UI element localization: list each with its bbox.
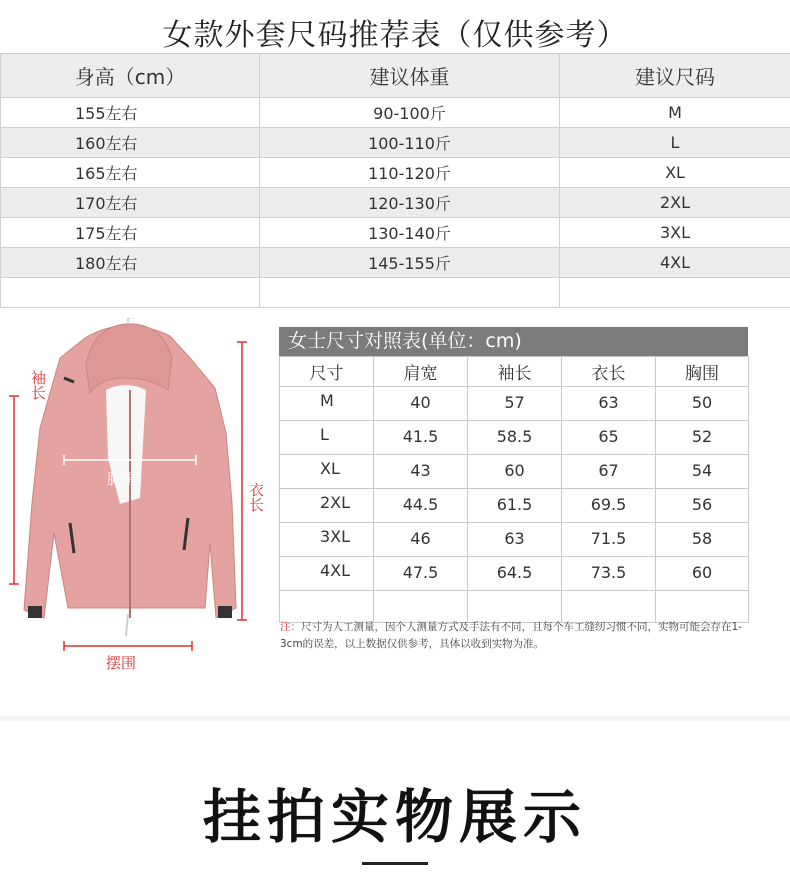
height-cell: 175左右: [1, 218, 260, 248]
body-length-label: 衣长: [247, 482, 265, 512]
size-cell: 2XL: [560, 188, 790, 218]
header-weight: 建议体重: [260, 54, 560, 98]
size-cell: L: [280, 421, 374, 455]
shoulder-cell: 40: [374, 387, 468, 421]
sleeve-length-label: 袖长: [29, 370, 47, 400]
height-cell: 180左右: [1, 248, 260, 278]
weight-cell: 130-140斤: [260, 218, 560, 248]
weight-cell: 100-110斤: [260, 128, 560, 158]
hem-label: 摆围: [106, 654, 137, 672]
shoulder-cell: 47.5: [374, 557, 468, 591]
shoulder-cell: 41.5: [374, 421, 468, 455]
header-height: 身高（cm）: [1, 54, 260, 98]
table-row: [1, 128, 790, 158]
shoulder-cell: 46: [374, 523, 468, 557]
table-row: [1, 158, 790, 188]
weight-cell: 145-155斤: [260, 248, 560, 278]
table-row: [280, 455, 749, 489]
weight-cell: 110-120斤: [260, 158, 560, 188]
note-prefix: 注：: [280, 621, 301, 633]
sleeve-cell: 57: [468, 387, 562, 421]
section-divider: [0, 716, 790, 721]
table-row-empty: [1, 278, 790, 308]
table-row: [1, 218, 790, 248]
size-cell: 4XL: [560, 248, 790, 278]
table-row-empty: [280, 591, 749, 623]
length-cell: 71.5: [562, 523, 656, 557]
size-cell: 3XL: [560, 218, 790, 248]
length-cell: 73.5: [562, 557, 656, 591]
chest-cell: 58: [656, 523, 749, 557]
col-chest: 胸围: [656, 357, 749, 387]
col-sleeve: 袖长: [468, 357, 562, 387]
col-size: 尺寸: [280, 357, 374, 387]
table-row: [280, 421, 749, 455]
shoulder-cell: 44.5: [374, 489, 468, 523]
table-row: [280, 523, 749, 557]
chest-cell: 60: [656, 557, 749, 591]
length-cell: 67: [562, 455, 656, 489]
chest-cell: 56: [656, 489, 749, 523]
weight-cell: 120-130斤: [260, 188, 560, 218]
chest-label: 胸围: [107, 470, 138, 488]
size-chart-header-row: [280, 357, 749, 387]
sleeve-cell: 58.5: [468, 421, 562, 455]
size-cell: XL: [560, 158, 790, 188]
size-cell: L: [560, 128, 790, 158]
size-recommendation-table: [0, 53, 790, 308]
size-cell: 3XL: [280, 523, 374, 557]
table-row: [280, 489, 749, 523]
table-row: [1, 98, 790, 128]
sleeve-cell: 61.5: [468, 489, 562, 523]
col-shoulder: 肩宽: [374, 357, 468, 387]
table-header-row: [1, 54, 790, 98]
size-cell: M: [280, 387, 374, 421]
height-cell: 165左右: [1, 158, 260, 188]
size-cell: 2XL: [280, 489, 374, 523]
measurement-note: [280, 619, 758, 653]
length-cell: 69.5: [562, 489, 656, 523]
shoulder-cell: 43: [374, 455, 468, 489]
weight-cell: 90-100斤: [260, 98, 560, 128]
size-chart-table: [279, 356, 749, 623]
height-cell: 155左右: [1, 98, 260, 128]
table-row: [1, 248, 790, 278]
length-cell: 65: [562, 421, 656, 455]
header-size: 建议尺码: [560, 54, 790, 98]
height-cell: 170左右: [1, 188, 260, 218]
size-chart-header: 女士尺寸对照表(单位：cm): [279, 327, 748, 356]
height-cell: 160左右: [1, 128, 260, 158]
table-row: [1, 188, 790, 218]
chest-cell: 54: [656, 455, 749, 489]
size-cell: 4XL: [280, 557, 374, 591]
sleeve-cell: 60: [468, 455, 562, 489]
chest-cell: 52: [656, 421, 749, 455]
page-title: 女款外套尺码推荐表（仅供参考）: [162, 18, 628, 53]
size-cell: M: [560, 98, 790, 128]
table-row: [280, 387, 749, 421]
size-cell: XL: [280, 455, 374, 489]
table-row: [280, 557, 749, 591]
chest-cell: 50: [656, 387, 749, 421]
length-cell: 63: [562, 387, 656, 421]
col-length: 衣长: [562, 357, 656, 387]
sleeve-cell: 63: [468, 523, 562, 557]
sleeve-cell: 64.5: [468, 557, 562, 591]
heading-underline: [362, 862, 428, 865]
showcase-heading: 挂拍实物展示: [202, 783, 587, 851]
note-text: 尺寸为人工测量，因个人测量方式及手法有不同，且每个车工缝纫习惯不同，实物可能会存在1-3cm的误差，以上数据仅供参考，具体以收到实物为准。: [280, 621, 742, 650]
jacket-illustration: [0, 318, 265, 678]
